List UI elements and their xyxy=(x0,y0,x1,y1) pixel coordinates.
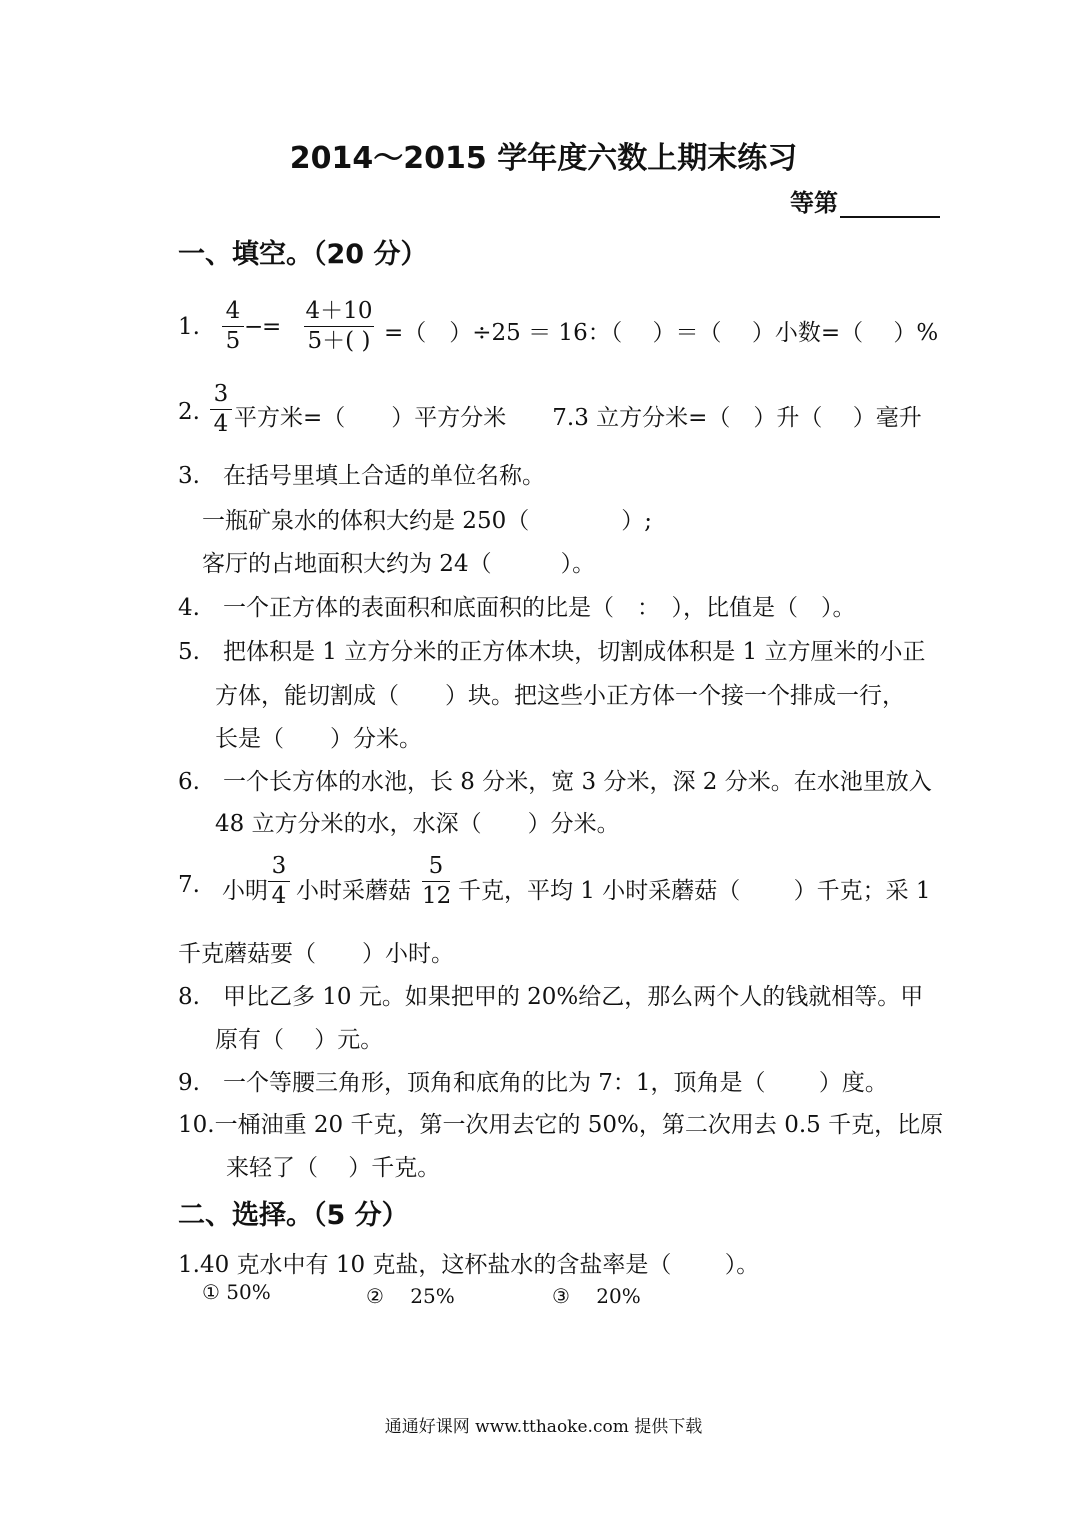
q5-line2: 方体，能切割成（ ）块。把这些小正方体一个接一个排成一行， xyxy=(215,683,905,709)
q9-text: 9. 一个等腰三角形，顶角和底角的比为 7：1，顶角是（ ）度。 xyxy=(178,1070,888,1096)
q4-text: 4. 一个正方体的表面积和底面积的比是（ ： ），比值是（ ）。 xyxy=(178,595,856,621)
grade-blank[interactable] xyxy=(840,192,940,218)
q7-post: 千克，平均 1 小时采蘑菇（ ）千克；采 1 xyxy=(458,878,931,904)
q2-fraction: 3 4 xyxy=(210,383,232,436)
q6-line1: 6. 一个长方体的水池，长 8 分米，宽 3 分米，深 2 分米。在水池里放入 xyxy=(178,769,932,795)
q1-fraction-a: 4 5 xyxy=(222,300,244,353)
q8-line2: 原有（ ）元。 xyxy=(215,1027,384,1053)
q8-line1: 8. 甲比乙多 10 元。如果把甲的 20%给乙，那么两个人的钱就相等。甲 xyxy=(178,984,924,1010)
q7-pre: 小明 xyxy=(222,878,268,904)
q3-line2: 一瓶矿泉水的体积大约是 250（ ）; xyxy=(202,508,652,534)
q5-line1: 5. 把体积是 1 立方分米的正方体木块，切割成体积是 1 立方厘米的小正 xyxy=(178,639,926,665)
q1-number: 1. xyxy=(178,314,200,340)
q7-fraction-b: 5 12 xyxy=(422,853,452,909)
section1-heading: 一、填空。（20 分） xyxy=(178,239,428,270)
q5-line3: 长是（ ）分米。 xyxy=(215,726,422,752)
footer-source: 通通好课网 www.tthaoke.com 提供下载 xyxy=(384,1417,703,1437)
q10-line2: 来轻了（ ）千克。 xyxy=(226,1155,441,1181)
q2-number: 2. xyxy=(178,399,200,425)
q7-number: 7. xyxy=(178,872,200,898)
q3-line3: 客厅的占地面积大约为 24（ ）。 xyxy=(202,551,596,577)
grade-label: 等第 xyxy=(790,189,838,217)
q7-mid: 小时采蘑菇 xyxy=(296,878,411,904)
page-title: 2014～2015 学年度六数上期末练习 xyxy=(289,141,798,176)
q1-equals: = xyxy=(262,314,282,340)
q2-rest: 平方米=（ ）平方分米 7.3 立方分米=（ ）升（ ）毫升 xyxy=(234,405,922,431)
section2-heading: 二、选择。（5 分） xyxy=(178,1200,409,1231)
q3-line1: 3. 在括号里填上合适的单位名称。 xyxy=(178,463,545,489)
q1-fraction-b: 4＋10 5＋( ) xyxy=(305,298,373,354)
s2-q1-option-3[interactable]: ③ 20% xyxy=(552,1284,641,1308)
q6-line2: 48 立方分米的水，水深（ ）分米。 xyxy=(215,811,620,837)
s2-q1-option-2[interactable]: ② 25% xyxy=(366,1284,455,1308)
s2-q1-option-1[interactable]: ① 50% xyxy=(202,1280,271,1304)
grade-field xyxy=(790,183,940,218)
q7-fraction-a: 3 4 xyxy=(268,855,290,908)
q1-dash: − xyxy=(244,314,264,340)
q10-line1: 10.一桶油重 20 千克，第一次用去它的 50%，第二次用去 0.5 千克，比原 xyxy=(178,1112,944,1138)
q7-line2: 千克蘑菇要（ ）小时。 xyxy=(178,941,454,967)
q1-rest: =（ ）÷25 ＝ 16：（ ）＝（ ）小数=（ ）% xyxy=(384,320,939,346)
s2-q1-text: 1.40 克水中有 10 克盐，这杯盐水的含盐率是（ ）。 xyxy=(178,1252,760,1278)
